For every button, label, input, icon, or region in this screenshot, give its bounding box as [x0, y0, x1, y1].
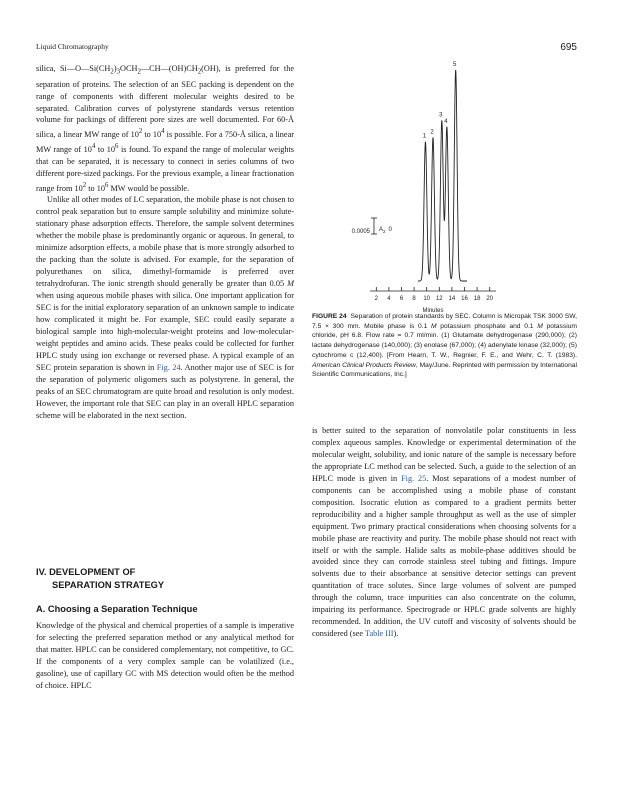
- x-tick-label: 10: [423, 296, 431, 302]
- x-tick-label: 4: [387, 296, 391, 302]
- scale-bar: [352, 218, 393, 235]
- peak-label: 4: [444, 118, 448, 125]
- peak-label: 5: [453, 62, 457, 68]
- left-column-body-2: [36, 620, 294, 692]
- x-tick-label: 8: [412, 296, 416, 302]
- paragraph-choosing-technique: Knowledge of the physical and chemical properties of a sample is imperative for selecting the preferred separation method or any analytical method for that matter. HPLC can be considered complementary, not competitive, to GC. If the components of a very complex sample can be volatilized (i.e., gasoline), use of capillary GC with MS detection would often be the method of choice. HPLC: [36, 621, 294, 690]
- paragraph-sec-packing: silica, $Si—O—Si(CH_2)_3OCH_2—CH—(OH)CH_2(OH)$, is preferred for the separation of proteins. The selection of an SEC packing is dependent on the range of components with different molecular weights desired to be separated. Calibration curves of polystyrene standards versus retention volume for packings of different pore sizes are well documented. For 60-Å silica, a linear MW range of $10^2$ to $10^4$ is possible. For a 750-Å silica, a linear MW range of $10^4$ to $10^6$ is found. To expand the range of molecular weights that can be separated, it is necessary to connect in series columns of two different pore-sized packings. For the previous example, a linear fractionation range from $10^2$ to $10^6$ MW would be possible.: [36, 64, 295, 193]
- x-tick-label: 16: [461, 296, 468, 302]
- scale-value: 0.0005: [351, 229, 370, 235]
- peak-label: 1: [422, 133, 427, 140]
- x-tick-label: 14: [448, 296, 456, 302]
- x-tick-label: 6: [399, 296, 404, 302]
- table-iii-link[interactable]: Table III: [365, 629, 394, 639]
- running-title: Liquid Chromatography: [36, 42, 109, 51]
- chromatogram-figure: [330, 55, 560, 315]
- section-heading: IV. DEVELOPMENT OF SEPARATION STRATEGY: [36, 567, 165, 590]
- chromatogram-chart: [330, 55, 560, 315]
- figure-25-link[interactable]: Fig. 25: [401, 473, 427, 483]
- scale-unit: $A_2$ 0: [379, 227, 392, 234]
- paragraph-hplc-selection: is better suited to the separation of nonvolatile polar constituents in less complex aqueous samples. Knowledge or experimental determination of the molecular weight, solubility, and ionic nature of the sample is necessary before the appropriate LC method can be selected. Such, a guide to the selection of an HPLC mode is given in Fig. 25. Most separations of a modest number of components can be accomplished using a mobile phase of constant composition. Isocratic elution as compared to a gradient permits better reproducibility and a higher sample throughput as well as the use of simpler equipment. Two primary practical considerations when choosing solvents for a mobile phase are reactivity and purity. The mobile phase should not react with itself or with the sample. Halide salts as mobile-phase additives should be avoided since they can corrode stainless steel tubing and fittings. Impure solvents due to their absorbance at sensitive detector settings can prevent quantitation of trace solutes. Since large volumes of solvent are pumped through the column, trace impurities can also concentrate on the column, impairing its performance. Spectrograde or HPLC grade solvents are highly recommended. In addition, the UV cutoff and viscosity of solvents should be considered (see Table III).: [312, 426, 576, 639]
- figure-24-link[interactable]: Fig. 24: [156, 362, 181, 372]
- x-tick-label: 12: [435, 296, 443, 302]
- peak-label: 3: [439, 112, 443, 119]
- paragraph-mobile-phase: Unlike all other modes of LC separation, the mobile phase is not chosen to control peak separation but to ensure sample solubility and minimize solute-stationary phase adsorption effects. Therefore, the sample solvent determines whether the mobile phase is predominantly organic or aqueous. In general, to minimize adsorption effects, a mobile phase that is more strongly adsorbed to the packing than the solute is advised. For example, for the separation of polyurethanes on silica, dimethyl-formamide is preferred over tetrahydrofuran. The ionic strength should generally be greater than 0.05 M when using aqueous mobile phases with silica. One important application for SEC is for the initial exploratory separation of an unknown sample to indicate how complicated it might be. For example, SEC could easily separate a biological sample into high-molecular-weight proteins and low-molecular-weight peptides and amino acids. These peaks could be collected for further HPLC study using ion exchange or reversed phase. A typical example of an SEC protein separation is shown in Fig. 24. Another major use of SEC is for the separation of polymeric oligomers such as polystyrene. In general, the peaks of an SEC chromatogram are quite broad and resolution is only modest. However, the important role that SEC can play in an overall HPLC separation scheme will be elaborated in the next section.: [36, 195, 294, 420]
- x-tick-label: 2: [374, 296, 378, 302]
- chromatogram-trace: [418, 70, 467, 281]
- figure-caption: FIGURE 24 Separation of protein standards by SEC. Column is Micropak TSK 3000 SW, 7.5 × 300 mm. Mobile phase is 0.1 M potassium phosphate and 0.1 M potassium chloride, pH 6.8. Flow rate = 0.7 ml/min. (1) Glutamate dehydrogenase (290,000); (2) lactate dehydrogenase (140,000); (3) enolase (67,000); (4) adenylate kinase (32,000); (5) cytochrome c (12,400). [From Hearn, T. W., Regnier, F. E., and Wehr, C. T. (1983). American Clinical Products Review, May/June. Reprinted with permission by International Scientific Communications, Inc.]: [312, 313, 577, 379]
- x-tick-label: 18: [473, 296, 481, 302]
- left-column-body: [36, 63, 294, 422]
- page-number: 695: [560, 42, 577, 53]
- x-axis-label: Minutes: [422, 308, 444, 314]
- x-tick-label: 20: [486, 296, 494, 302]
- peak-labels: [423, 62, 457, 140]
- right-column-body: [312, 425, 576, 640]
- peak-label: 2: [430, 129, 434, 136]
- subsection-heading: A. Choosing a Separation Technique: [36, 604, 198, 614]
- x-ticks: [375, 287, 494, 302]
